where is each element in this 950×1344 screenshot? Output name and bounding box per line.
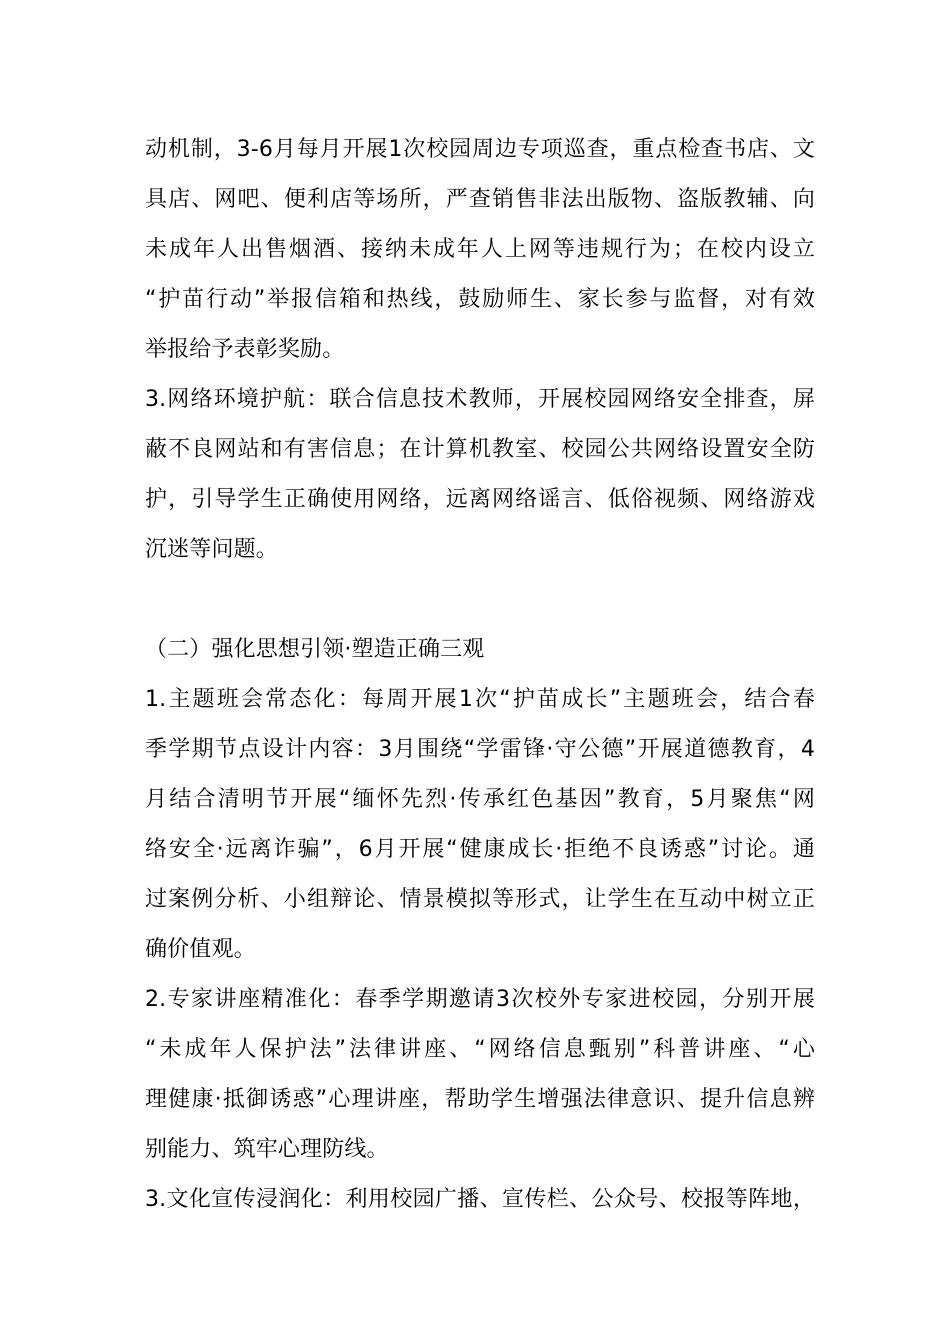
paragraph-line: 别能力、筑牢心理防线。 xyxy=(145,1137,389,1162)
paragraph-line: 护，引导学生正确使用网络，远离网络谣言、低俗视频、网络游戏 xyxy=(145,487,815,512)
paragraph-line: 2.专家讲座精准化：春季学期邀请3次校外专家进校园，分别开展 xyxy=(145,987,815,1012)
paragraph-line: 理健康·抵御诱惑”心理讲座，帮助学生增强法律意识、提升信息辨 xyxy=(145,1087,815,1112)
paragraph-line: “未成年人保护法”法律讲座、“网络信息甄别”科普讲座、“心 xyxy=(145,1037,815,1062)
paragraph-line: 季学期节点设计内容：3月围绕“学雷锋·守公德”开展道德教育，4 xyxy=(145,737,815,762)
paragraph-line: 3.文化宣传浸润化：利用校园广播、宣传栏、公众号、校报等阵地， xyxy=(145,1187,815,1212)
paragraph-line: “护苗行动”举报信箱和热线，鼓励师生、家长参与监督，对有效 xyxy=(145,287,815,312)
paragraph-line: 确价值观。 xyxy=(145,937,256,962)
paragraph-line: 月结合清明节开展“缅怀先烈·传承红色基因”教育，5月聚焦“网 xyxy=(145,787,815,812)
paragraph-line: 蔽不良网站和有害信息；在计算机教室、校园公共网络设置安全防 xyxy=(145,437,815,462)
paragraph-line: 动机制，3-6月每月开展1次校园周边专项巡查，重点检查书店、文 xyxy=(145,137,815,162)
paragraph-line: 具店、网吧、便利店等场所，严查销售非法出版物、盗版教辅、向 xyxy=(145,187,815,212)
paragraph-line: 沉迷等问题。 xyxy=(145,537,278,562)
paragraph-line: 1.主题班会常态化：每周开展1次“护苗成长”主题班会，结合春 xyxy=(145,687,815,712)
paragraph-line: 3.网络环境护航：联合信息技术教师，开展校园网络安全排查，屏 xyxy=(145,387,815,412)
paragraph-line: 举报给予表彰奖励。 xyxy=(145,337,345,362)
paragraph-line: 过案例分析、小组辩论、情景模拟等形式，让学生在互动中树立正 xyxy=(145,887,815,912)
paragraph-line: 未成年人出售烟酒、接纳未成年人上网等违规行为；在校内设立 xyxy=(145,237,815,262)
paragraph-line: 络安全·远离诈骗”，6月开展“健康成长·拒绝不良诱惑”讨论。通 xyxy=(145,837,815,862)
section-heading: （二）强化思想引领·塑造正确三观 xyxy=(145,637,485,662)
